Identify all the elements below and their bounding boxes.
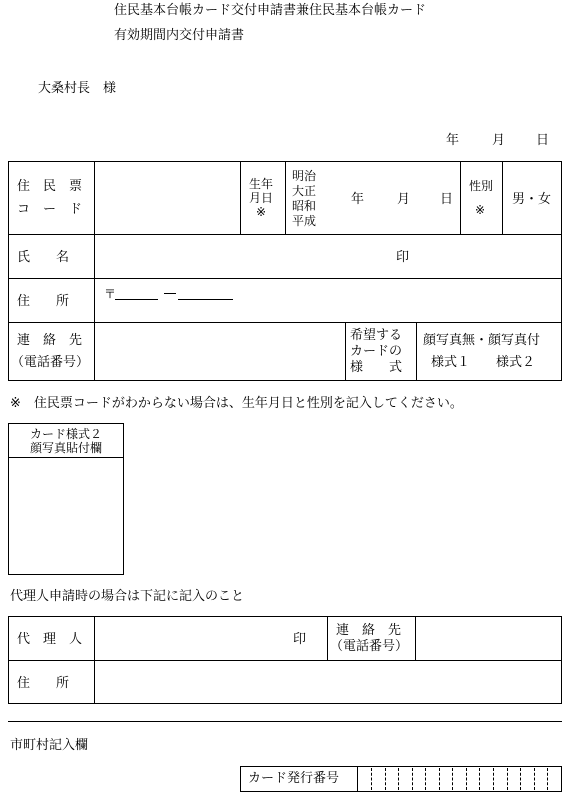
digit-divider [507,768,508,790]
digit-divider [466,768,467,790]
card-number-field[interactable] [358,767,561,791]
address-field[interactable] [95,279,561,322]
digit-divider [385,768,386,790]
era-meiji[interactable]: 明治 [292,169,317,183]
digit-divider [520,768,521,790]
date-year-label: 年 [446,133,460,148]
card-style-options[interactable]: 顔写真無・顔写真付 [423,333,541,348]
juminhyo-code-label-2: コ ー ド [17,202,83,217]
agent-address-label: 住 所 [17,676,70,691]
era-heisei[interactable]: 平成 [292,214,317,228]
agent-address-field[interactable] [95,661,561,703]
postal-mark: 〒 [104,287,117,301]
name-label: 氏 名 [17,250,70,265]
digit-divider [493,768,494,790]
birth-date-label-1: 生年 [249,177,274,191]
era-showa[interactable]: 昭和 [292,199,317,213]
birth-date-label-2: 月日 [249,191,274,205]
digit-divider [452,768,453,790]
sex-options[interactable]: 男・女 [512,192,552,207]
contact-label-2: （電話番号） [11,355,90,370]
digit-divider [439,768,440,790]
birth-day-label: 日 [440,192,454,207]
digit-divider [398,768,399,790]
addressee: 大桑村長 様 [38,81,117,96]
column-divider [285,161,286,234]
sex-label: 性別 [469,179,494,193]
agent-contact-label-2: （電話番号） [330,639,409,654]
date-day-label: 日 [536,133,550,148]
column-divider [416,322,417,381]
sex-note-mark: ※ [475,203,486,217]
card-number-label: カード発行番号 [248,771,340,786]
photo-box-title-2: 顔写真貼付欄 [29,441,102,455]
digit-divider [479,768,480,790]
agent-label: 代 理 人 [17,632,83,647]
card-style-label-3: 様 式 [350,360,403,375]
digit-divider [547,768,548,790]
digit-divider [371,768,372,790]
address-label: 住 所 [17,294,70,309]
postal-code-blank-1[interactable] [115,299,158,300]
seal-mark: 印 [396,250,410,265]
card-style-label-1: 希望する [350,328,403,343]
postal-code-dash [164,293,176,294]
card-style-numbers[interactable]: 様式１ 様式２ [431,355,536,370]
photo-box-divider [8,457,124,458]
name-field[interactable] [95,235,561,278]
proxy-heading: 代理人申請時の場合は下記に記入のこと [10,589,245,604]
municipal-heading: 市町村記入欄 [10,738,89,753]
form-title-line2: 有効期間内交付申請書 [114,28,245,43]
agent-seal-mark: 印 [293,632,307,647]
photo-box-title-1: カード様式２ [29,427,102,441]
birth-year-label: 年 [351,192,365,207]
agent-contact-label-1: 連 絡 先 [336,623,402,638]
juminhyo-code-label-1: 住 民 票 [17,179,83,194]
digit-divider [534,768,535,790]
era-taisho[interactable]: 大正 [292,184,317,198]
birth-month-label: 月 [397,192,411,207]
date-month-label: 月 [492,133,506,148]
column-divider [240,161,241,234]
form-title-line1: 住民基本台帳カード交付申請書兼住民基本台帳カード [114,3,427,18]
contact-phone-field[interactable] [95,323,345,380]
column-divider [327,616,328,660]
birth-date-note-mark: ※ [256,205,267,219]
agent-phone-field[interactable] [416,617,561,660]
juminhyo-code-field[interactable] [95,162,240,234]
column-divider [345,322,346,381]
contact-label-1: 連 絡 先 [17,333,83,348]
section-separator [8,721,562,722]
column-divider [460,161,461,234]
note-text: ※ 住民票コードがわからない場合は、生年月日と性別を記入してください。 [10,396,463,411]
digit-divider [412,768,413,790]
postal-code-blank-2[interactable] [178,299,233,300]
card-style-label-2: カードの [350,344,403,359]
column-divider [502,161,503,234]
digit-divider [425,768,426,790]
